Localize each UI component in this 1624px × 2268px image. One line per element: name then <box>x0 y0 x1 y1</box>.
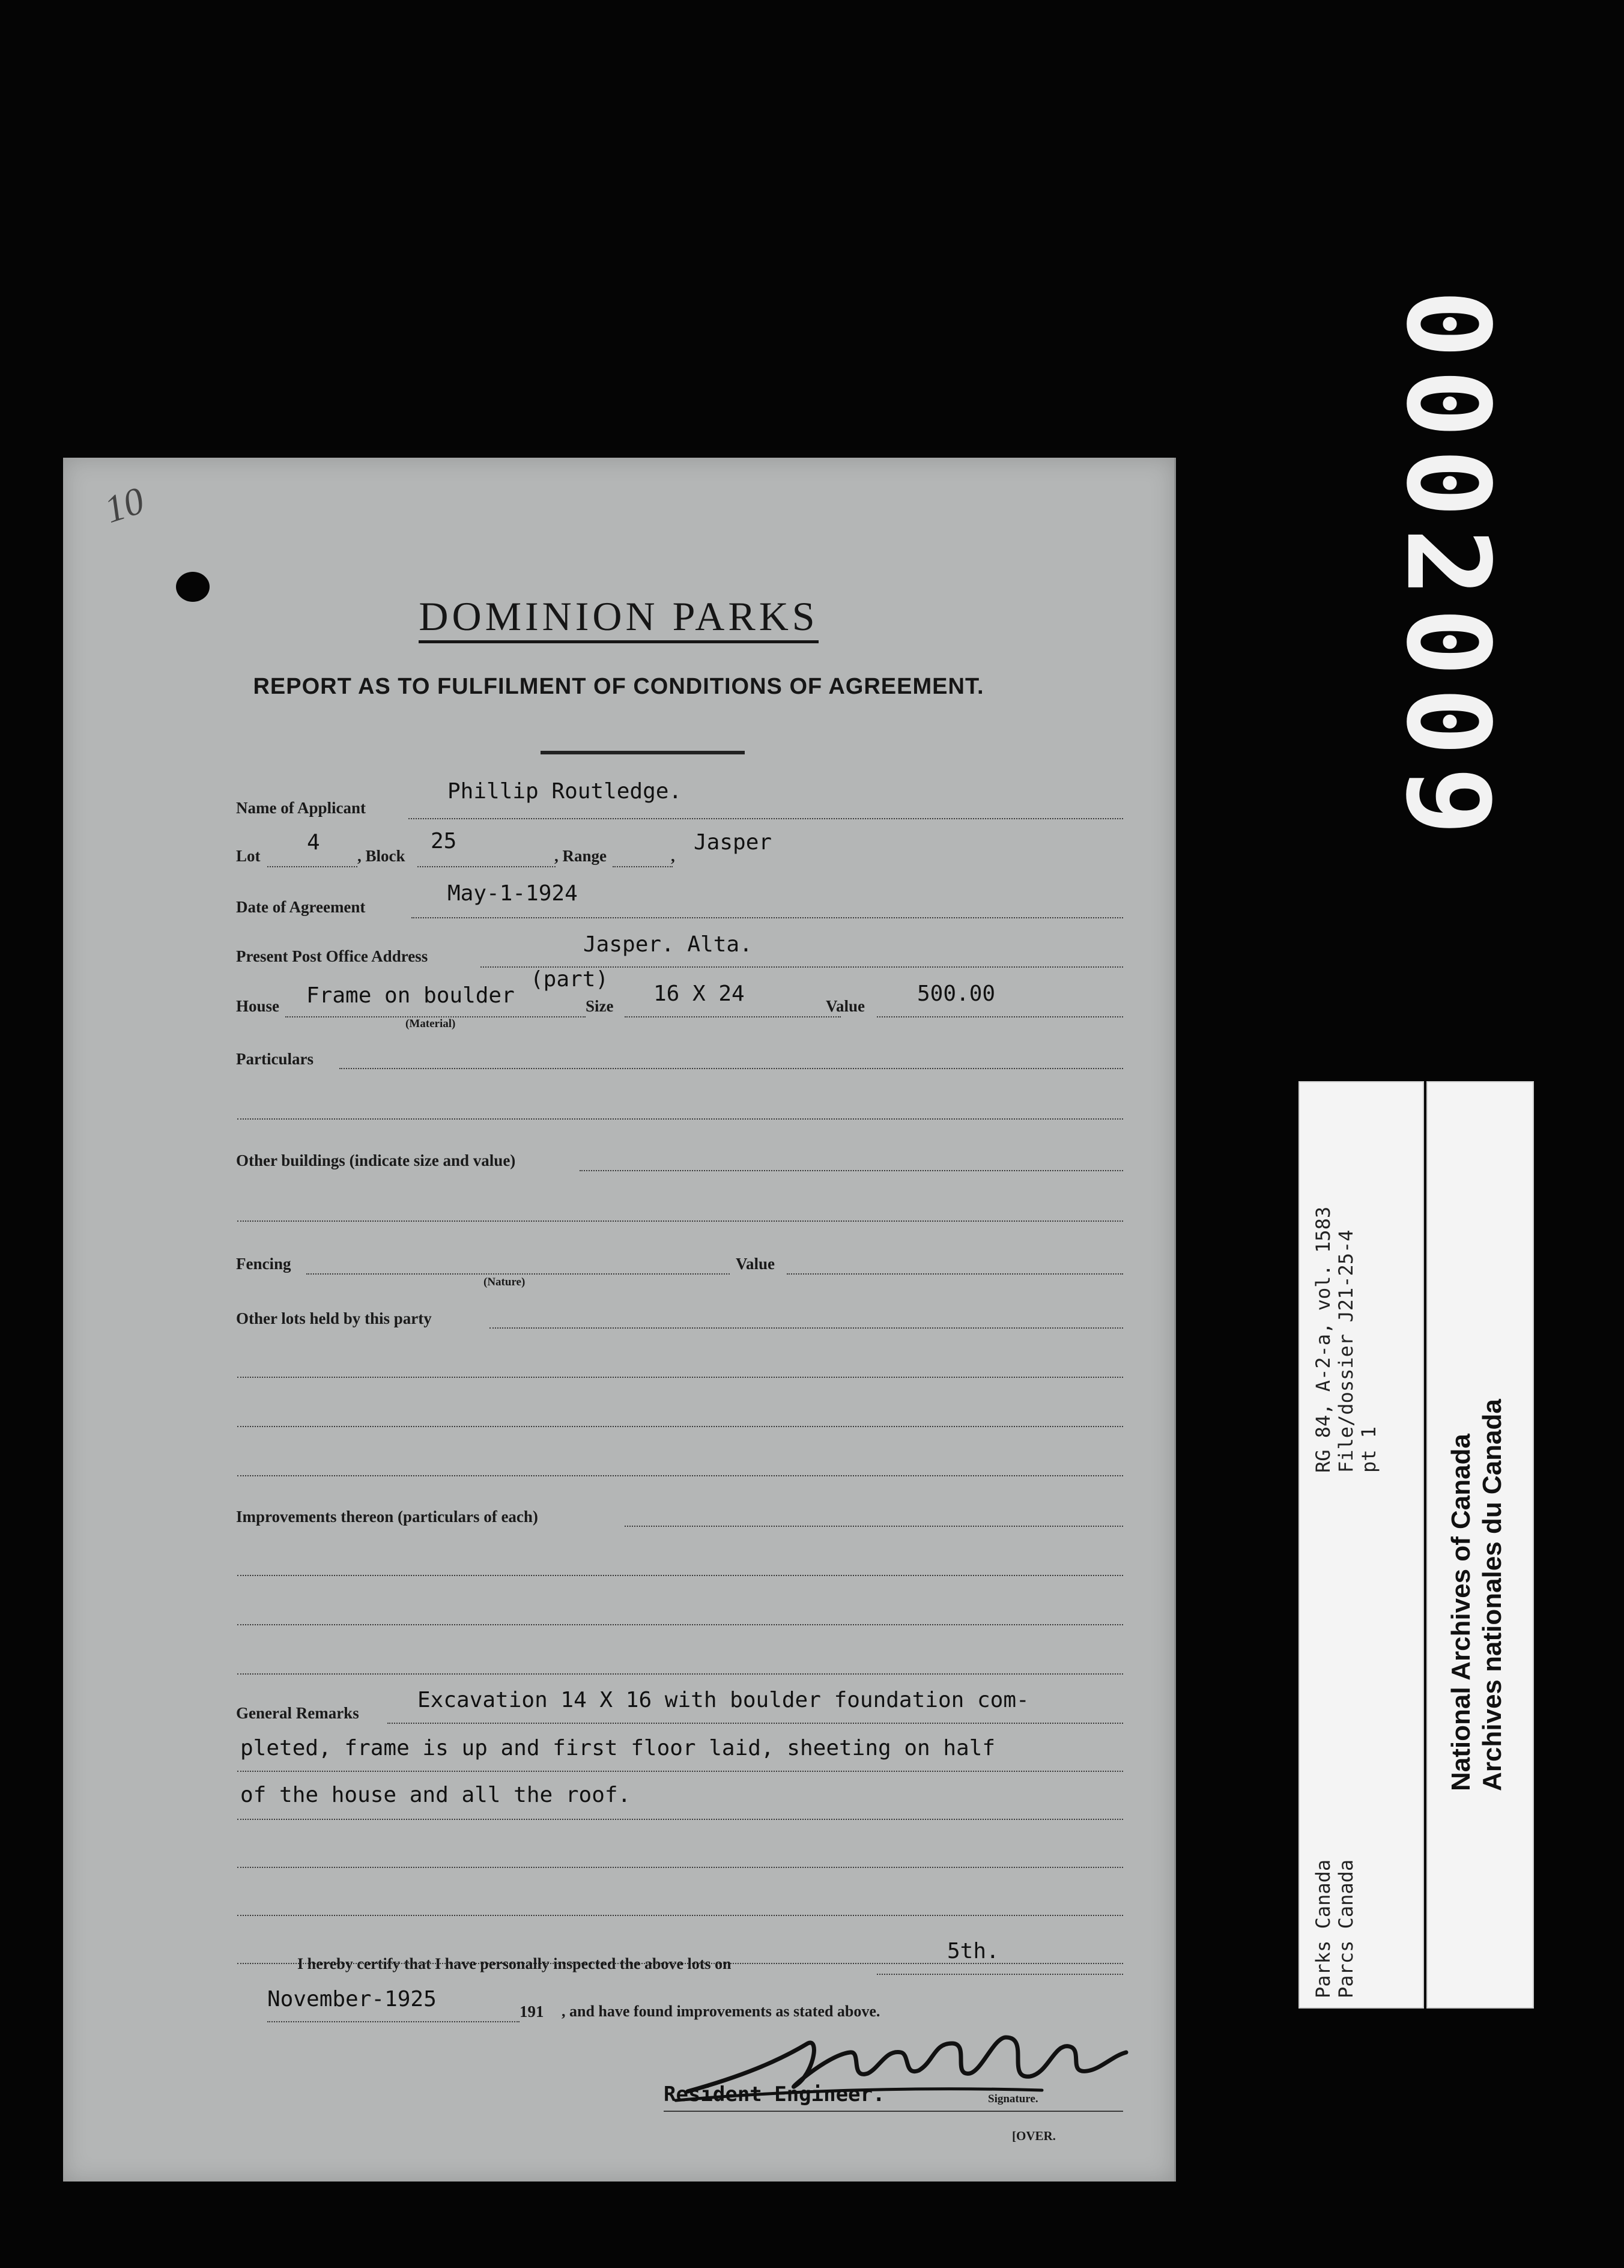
frame-number-text: 0002009 <box>1381 289 1514 846</box>
blank-line <box>237 1475 1123 1476</box>
blank-line <box>237 1673 1123 1675</box>
over-note: [OVER. <box>1012 2129 1056 2143</box>
house-value-label: Value <box>826 997 865 1015</box>
improvements-line <box>625 1526 1123 1527</box>
inspection-day-line <box>877 1974 1123 1975</box>
house-size-label: Size <box>586 997 614 1015</box>
institution-line: National Archives of Canada <box>1446 1434 1476 1791</box>
certification-text: I hereby certify that I have personally inspected the above lots on <box>297 1955 732 1972</box>
creator-line: Parcs Canada <box>1335 1859 1357 1998</box>
fencing-value-line <box>787 1273 1123 1275</box>
archive-institution-text <box>1446 1399 1508 1791</box>
particulars-label: Particulars <box>236 1050 314 1068</box>
other-lots-line <box>489 1327 1123 1329</box>
inspection-day-value: 5th. <box>947 1939 999 1963</box>
general-remarks-label: General Remarks <box>236 1704 359 1722</box>
fencing-value-label: Value <box>736 1255 775 1273</box>
archive-reference-label <box>1298 1081 1424 2009</box>
house-label: House <box>236 997 280 1015</box>
blank-line <box>237 1867 1123 1868</box>
blank-line <box>237 1118 1123 1120</box>
reference-line: pt 1 <box>1357 1426 1380 1473</box>
reference-line: RG 84, A-2-a, vol. 1583 <box>1312 1206 1335 1473</box>
blank-line <box>237 1624 1123 1625</box>
year-prefix: 191 <box>520 2003 544 2021</box>
remarks-text-line: pleted, frame is up and first floor laid, sheeting on half <box>240 1736 996 1760</box>
block-line <box>417 866 556 867</box>
lot-label: Lot <box>236 847 261 865</box>
blank-line <box>237 1575 1123 1576</box>
applicant-name-value: Phillip Routledge. <box>447 779 682 804</box>
blank-line <box>237 1377 1123 1378</box>
house-material-value: Frame on boulder <box>306 983 515 1008</box>
agreement-date-value: May-1-1924 <box>447 881 578 906</box>
house-part-note: (part) <box>530 967 609 992</box>
archive-institution-label <box>1426 1081 1534 2009</box>
remarks-text-line: Excavation 14 X 16 with boulder foundation com- <box>417 1688 1029 1712</box>
fencing-line <box>306 1273 730 1275</box>
address-label: Present Post Office Address <box>236 947 428 965</box>
block-label: , Block <box>357 847 405 865</box>
title-divider <box>541 751 745 754</box>
blank-line <box>237 1220 1123 1222</box>
house-size-value: 16 X 24 <box>653 981 745 1006</box>
house-size-line <box>625 1016 841 1017</box>
other-buildings-line <box>580 1170 1123 1171</box>
signature-caption: Signature. <box>988 2093 1038 2105</box>
archive-creator-text <box>1312 1860 1357 1998</box>
inspection-month-year-value: November-1925 <box>267 1987 437 2012</box>
applicant-name-label: Name of Applicant <box>236 799 366 817</box>
archive-reference-text <box>1312 1207 1380 1473</box>
nature-caption: (Nature) <box>483 1276 526 1288</box>
material-caption: (Material) <box>405 1017 456 1030</box>
inspection-month-line <box>267 2021 520 2022</box>
remarks-text-line: of the house and all the roof. <box>240 1783 631 1807</box>
report-form-sheet <box>63 458 1174 2182</box>
address-value: Jasper. Alta. <box>583 932 753 957</box>
other-lots-label: Other lots held by this party <box>236 1309 432 1327</box>
lot-line <box>267 866 357 867</box>
improvements-label: Improvements thereon (particulars of each) <box>236 1508 538 1526</box>
range-value: Jasper <box>694 830 772 855</box>
institution-line: Archives nationales du Canada <box>1477 1399 1507 1791</box>
lot-value: 4 <box>307 830 320 855</box>
document-title <box>63 593 1174 640</box>
document-title-text: DOMINION PARKS <box>419 593 818 643</box>
agreement-date-line <box>411 917 1123 918</box>
pencil-mark: 10 <box>99 478 150 532</box>
agreement-date-label: Date of Agreement <box>236 898 366 916</box>
frame-number <box>1375 282 1519 853</box>
found-improvements-text: , and have found improvements as stated above. <box>562 2003 880 2020</box>
range-label: , Range <box>554 847 607 865</box>
fencing-label: Fencing <box>236 1255 291 1273</box>
reference-line: File/dossier J21-25-4 <box>1335 1230 1357 1473</box>
creator-line: Parks Canada <box>1312 1859 1335 1998</box>
house-value-line <box>877 1016 1123 1017</box>
blank-line <box>237 1426 1123 1427</box>
blank-line <box>237 1915 1123 1916</box>
house-value-amount: 500.00 <box>917 981 996 1006</box>
range-line <box>613 866 673 867</box>
document-subtitle: REPORT AS TO FULFILMENT OF CONDITIONS OF AGREEMENT. <box>253 674 984 699</box>
block-value: 25 <box>431 829 457 854</box>
other-buildings-label: Other buildings (indicate size and value) <box>236 1151 516 1169</box>
particulars-line <box>339 1068 1123 1069</box>
signatory-title: Resident Engineer. <box>664 2082 885 2106</box>
remarks-line <box>237 1819 1123 1820</box>
range-end-comma: , <box>671 847 675 865</box>
signature-line <box>664 2111 1123 2112</box>
applicant-name-line <box>408 818 1123 819</box>
